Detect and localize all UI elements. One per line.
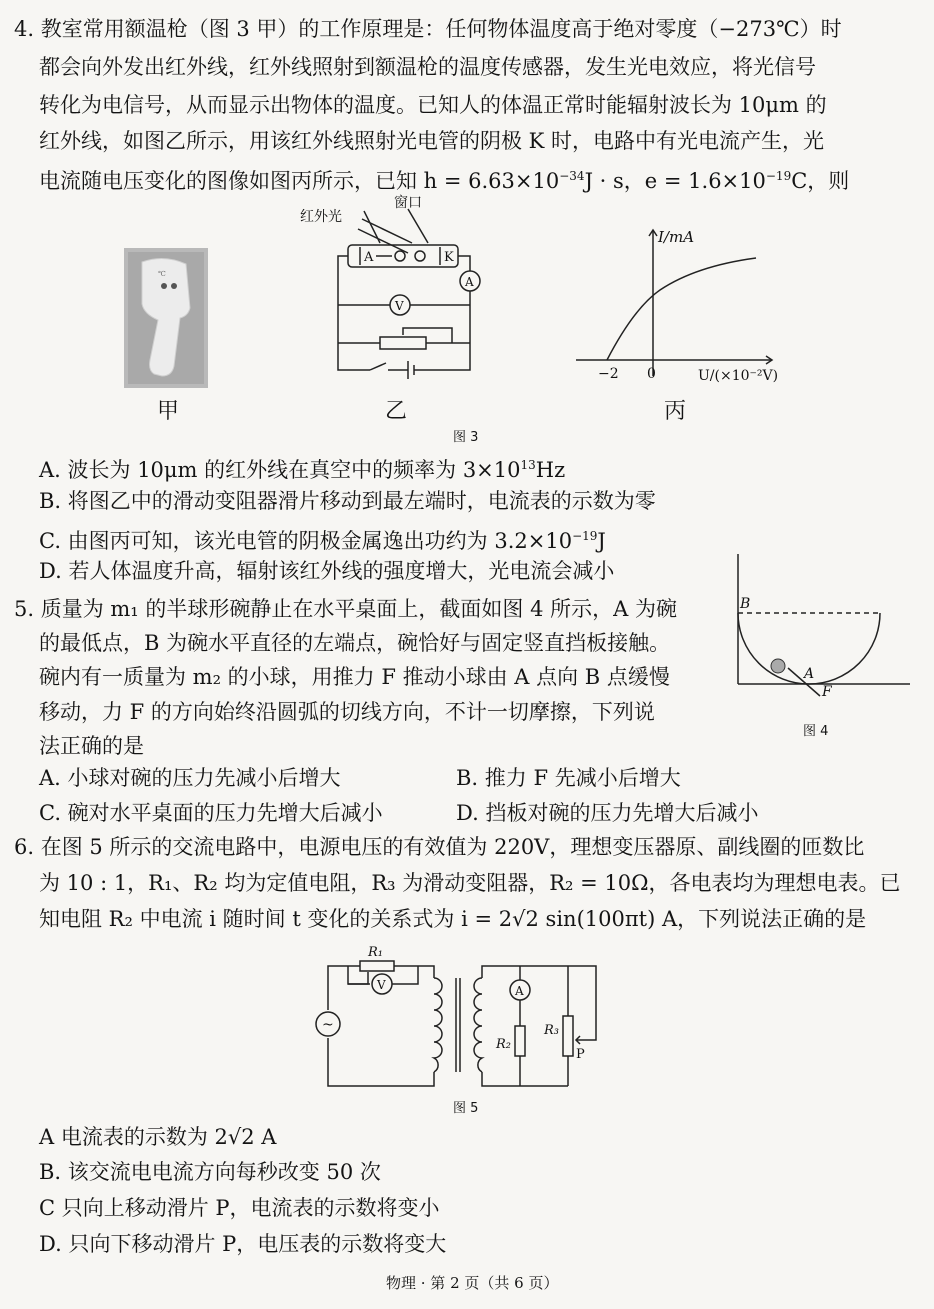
fig4-caption: 图 4 xyxy=(803,724,829,739)
q5-line-5: 法正确的是 xyxy=(39,734,144,758)
q6-option-b: B. 该交流电电流方向每秒改变 50 次 xyxy=(39,1160,381,1184)
tick-neg2: −2 xyxy=(598,366,619,382)
q6-option-a: A 电流表的示数为 2√2 A xyxy=(39,1125,277,1149)
q5-line-3: 碗内有一质量为 m₂ 的小球，用推力 F 推动小球由 A 点向 B 点缓慢 xyxy=(39,665,670,689)
slider-p-label: P xyxy=(576,1047,585,1062)
q4-option-a: A. 波长为 10μm 的红外线在真空中的频率为 $3\times 10^{13}Hz$ xyxy=(39,458,566,482)
q4-line-4: 红外线，如图乙所示，用该红外线照射光电管的阴极 K 时，电路中有光电流产生，光 xyxy=(39,129,825,153)
q6-line-2: 为 10 : 1，R₁、R₂ 均为定值电阻，R₃ 为滑动变阻器，R₂ = 10Ω，各电表均为理想电表。已 xyxy=(39,871,901,895)
q5-option-b: B. 推力 F 先减小后增大 xyxy=(456,766,681,790)
voltmeter-label: V xyxy=(377,978,386,992)
q5-line-2: 的最低点，B 为碗水平直径的左端点，碗恰好与固定竖直挡板接触。 xyxy=(39,631,671,655)
ammeter-label: A xyxy=(465,275,474,289)
q6-option-c: C 只向上移动滑片 P，电流表的示数将变小 xyxy=(39,1196,440,1220)
q4-line-3: 转化为电信号，从而显示出物体的温度。已知人的体温正常时能辐射波长为 10μm 的 xyxy=(39,93,827,117)
graph-y-label: I/mA xyxy=(658,228,695,246)
q4-option-b: B. 将图乙中的滑动变阻器滑片移动到最左端时，电流表的示数为零 xyxy=(39,489,656,513)
ac-source-label: ~ xyxy=(322,1017,334,1033)
q4-line-1: 4. 教室常用额温枪（图 3 甲）的工作原理是：任何物体温度高于绝对零度（−273℃）时 xyxy=(14,17,842,41)
small-ball xyxy=(771,659,785,673)
q5-option-d: D. 挡板对碗的压力先增大后减小 xyxy=(456,801,759,825)
voltmeter-label: V xyxy=(395,299,404,313)
fig3-caption: 图 3 xyxy=(453,430,479,445)
q5-option-c: C. 碗对水平桌面的压力先增大后减小 xyxy=(39,801,383,825)
photocell-circuit xyxy=(300,195,500,395)
q5-line-4: 移动，力 F 的方向始终沿圆弧的切线方向，不计一切摩擦，下列说 xyxy=(39,700,655,724)
point-B-label: B xyxy=(740,596,751,612)
q4-option-d: D. 若人体温度升高，辐射该红外线的强度增大，光电流会减小 xyxy=(39,559,615,583)
iu-curve xyxy=(607,258,756,360)
r1-label: R₁ xyxy=(368,945,383,960)
q5-option-a: A. 小球对碗的压力先减小后增大 xyxy=(39,766,341,790)
cathode-label: K xyxy=(444,250,454,265)
fig5-caption: 图 5 xyxy=(453,1101,479,1116)
graph-x-label: U/(×10⁻²V) xyxy=(698,368,779,384)
thermo-button-1 xyxy=(161,283,167,289)
q5-line-1: 5. 质量为 m₁ 的半球形碗静止在水平桌面上，截面如图 4 所示，A 为碗 xyxy=(14,597,677,621)
q6-option-d: D. 只向下移动滑片 P，电压表的示数将变大 xyxy=(39,1232,447,1256)
thermo-marks: ℃ xyxy=(158,270,166,278)
iu-graph xyxy=(576,226,786,386)
q4-line-5: 电流随电压变化的图像如图丙所示，已知 $h = 6.63\times 10^{-34}J \cdot s$，$e = 1.6\times 10^{-19}C$，则 xyxy=(39,169,850,193)
anode-label: A xyxy=(364,250,374,265)
ir-light-label: 红外光 xyxy=(300,209,342,225)
r3-label: R₃ xyxy=(544,1023,559,1038)
q4-option-c: C. 由图丙可知，该光电管的阴极金属逸出功约为 $3.2\times 10^{-19}J$ xyxy=(39,529,606,553)
transformer-circuit xyxy=(318,944,608,1094)
bowl-figure xyxy=(732,550,912,700)
thermo-button-2 xyxy=(171,283,177,289)
thermometer-photo xyxy=(124,248,208,388)
page-footer: 物理 · 第 2 页（共 6 页） xyxy=(386,1274,559,1292)
q6-line-1: 6. 在图 5 所示的交流电路中，电源电压的有效值为 220V，理想变压器原、副线圈的匝数比 xyxy=(14,835,865,859)
fig-label-jia: 甲 xyxy=(157,399,180,424)
window-label: 窗口 xyxy=(394,195,422,211)
r2-label: R₂ xyxy=(496,1037,511,1052)
ammeter-label: A xyxy=(515,984,524,998)
force-F-label: F xyxy=(822,684,832,700)
q4-line-2: 都会向外发出红外线，红外线照射到额温枪的温度传感器，发生光电效应，将光信号 xyxy=(39,55,816,79)
tick-0: 0 xyxy=(647,366,656,382)
fig-label-yi: 乙 xyxy=(385,399,408,424)
fig-label-bing: 丙 xyxy=(664,399,687,424)
point-A-label: A xyxy=(804,666,815,682)
q6-line-3: 知电阻 R₂ 中电流 i 随时间 t 变化的关系式为 i = 2√2 sin(100πt) A，下列说法正确的是 xyxy=(39,907,867,931)
